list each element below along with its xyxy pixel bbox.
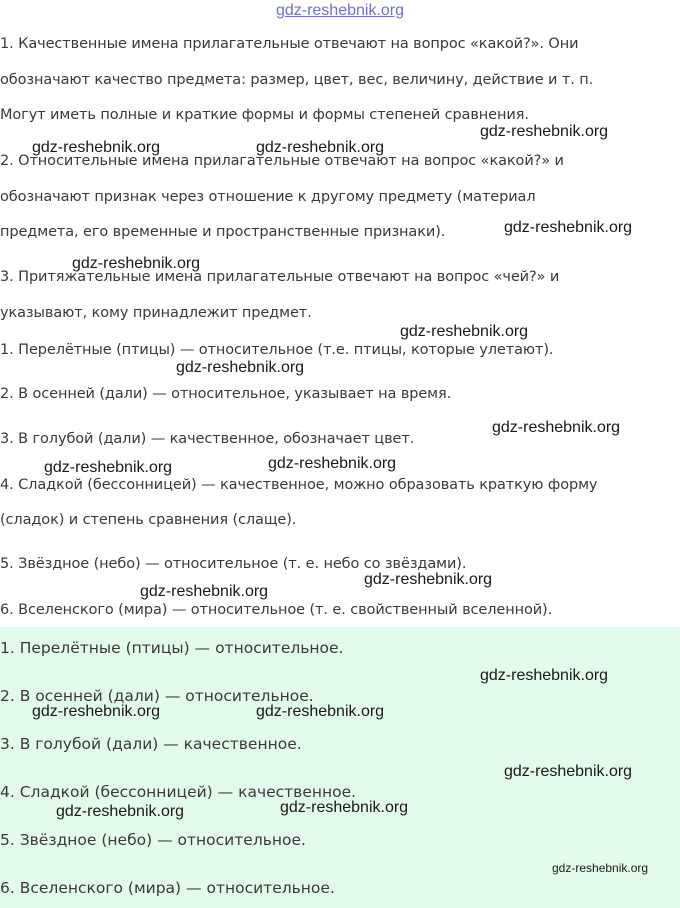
watermark: gdz-reshebnik.org <box>256 139 385 156</box>
watermark: gdz-reshebnik.org <box>480 123 609 140</box>
watermark: gdz-reshebnik.org <box>256 703 385 720</box>
theory-line: Могут иметь полные и краткие формы и формы степеней сравнения. <box>0 107 529 123</box>
watermark: gdz-reshebnik.org <box>268 455 397 472</box>
answer-line: 1. Перелётные (птицы) — относительное (т.е. птицы, которые улетают). <box>0 342 554 358</box>
watermark: gdz-reshebnik.org <box>140 583 269 600</box>
watermark: gdz-reshebnik.org <box>504 219 633 236</box>
theory-line: предмета, его временные и пространственные признаки). <box>0 224 446 240</box>
watermark: gdz-reshebnik.org <box>176 359 305 376</box>
watermark: gdz-reshebnik.org <box>400 323 529 340</box>
watermark: gdz-reshebnik.org <box>32 703 161 720</box>
watermark: gdz-reshebnik.org <box>44 459 173 476</box>
theory-line: обозначают качество предмета: размер, цвет, вес, величину, действие и т. п. <box>0 72 594 88</box>
summary-line: 2. В осенней (дали) — относительное. <box>0 687 314 705</box>
answer-line: 2. В осенней (дали) — относительное, указывает на время. <box>0 386 452 402</box>
theory-line: 2. Относительные имена прилагательные отвечают на вопрос «какой?» и <box>0 153 564 169</box>
theory-line: 3. Притяжательные имена прилагательные отвечают на вопрос «чей?» и <box>0 269 560 285</box>
theory-line: обозначают признак через отношение к другому предмету (материал <box>0 189 536 205</box>
summary-line: 6. Вселенского (мира) — относительное. <box>0 879 335 897</box>
watermark: gdz-reshebnik.org <box>56 803 185 820</box>
answer-line: 6. Вселенского (мира) — относительное (т. е. свойственный вселенной). <box>0 602 553 618</box>
watermark: gdz-reshebnik.org <box>72 255 201 272</box>
summary-line: 3. В голубой (дали) — качественное. <box>0 735 302 753</box>
watermark: gdz-reshebnik.org <box>280 799 409 816</box>
watermark: gdz-reshebnik.org <box>492 419 621 436</box>
site-watermark-top[interactable]: gdz-reshebnik.org <box>275 2 405 19</box>
answer-line: 3. В голубой (дали) — качественное, обозначает цвет. <box>0 431 415 447</box>
watermark: gdz-reshebnik.org <box>364 571 493 588</box>
theory-line: 1. Качественные имена прилагательные отвечают на вопрос «какой?». Они <box>0 36 579 52</box>
watermark: gdz-reshebnik.org <box>552 861 649 875</box>
watermark: gdz-reshebnik.org <box>480 667 609 684</box>
watermark: gdz-reshebnik.org <box>504 763 633 780</box>
summary-line: 4. Сладкой (бессонницей) — качественное. <box>0 783 357 801</box>
summary-line: 1. Перелётные (птицы) — относительное. <box>0 639 344 657</box>
answer-line: (сладок) и степень сравнения (слаще). <box>0 512 297 528</box>
answer-line: 4. Сладкой (бессонницей) — качественное, можно образовать краткую форму <box>0 477 598 493</box>
summary-line: 5. Звёздное (небо) — относительное. <box>0 831 306 849</box>
theory-line: указывают, кому принадлежит предмет. <box>0 305 312 321</box>
watermark: gdz-reshebnik.org <box>32 139 161 156</box>
answer-line: 5. Звёздное (небо) — относительное (т. е. небо со звёздами). <box>0 556 467 572</box>
